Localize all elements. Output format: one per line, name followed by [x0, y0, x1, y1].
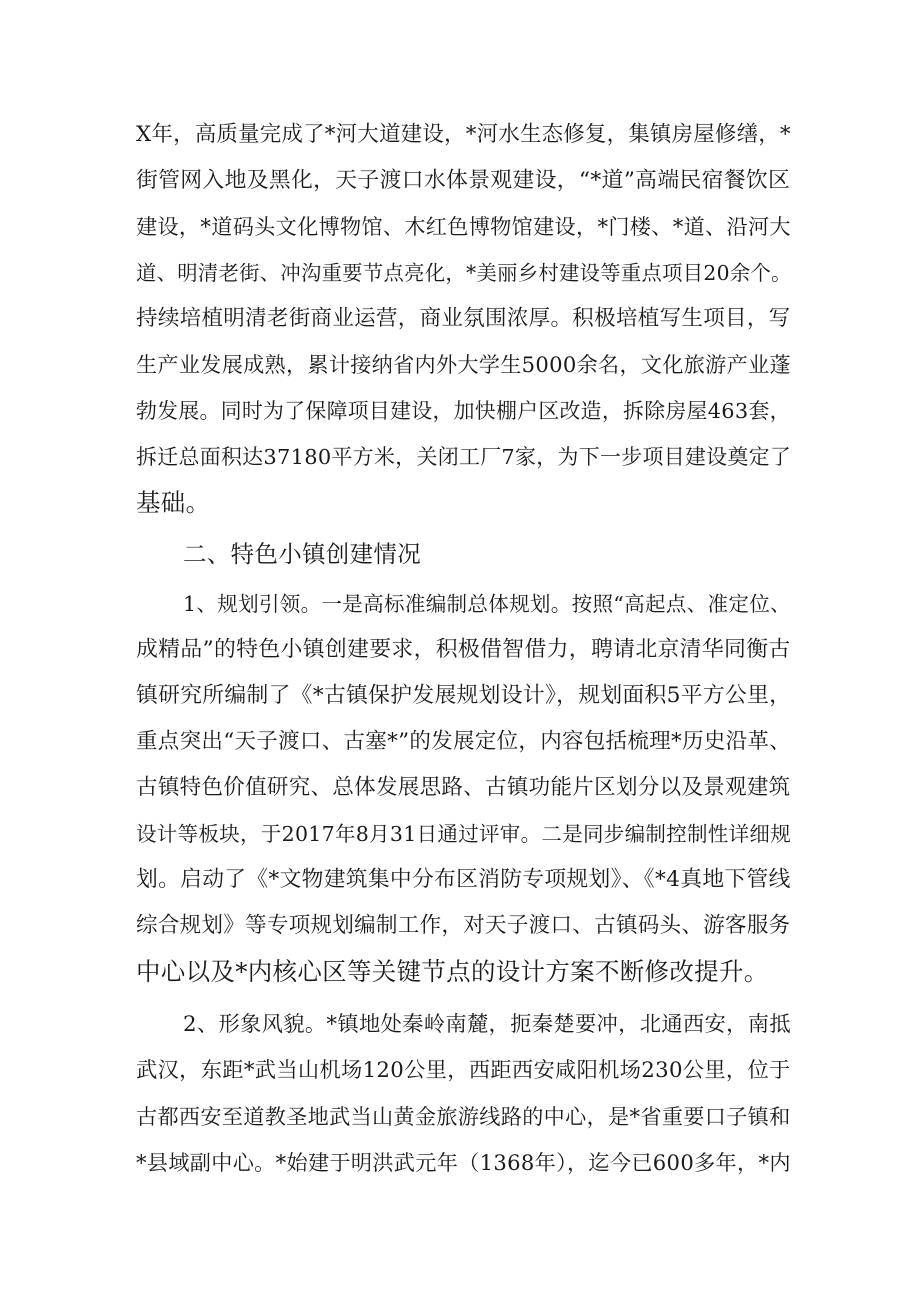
paragraph-line: 古镇特色价值研究、总体发展思路、古镇功能片区划分以及景观建筑 — [136, 775, 791, 800]
paragraph-line: 中心以及*内核心区等关键节点的设计方案不断修改提升。 — [136, 957, 769, 986]
paragraph-line: 2、形象风貌。*镇地处秦岭南麓，扼秦楚要冲，北通西安，南抵 — [183, 1012, 791, 1037]
paragraph-line: 重点突出“天子渡口、古塞*”的发展定位，内容包括梳理*历史沿革、 — [136, 729, 792, 754]
paragraph-line: 道、明清老街、冲沟重要节点亮化，*美丽乡村建设等重点项目20余个。 — [136, 261, 792, 285]
paragraph-line: X年，高质量完成了*河大道建设，*河水生态修复，集镇房屋修缮，* — [136, 122, 791, 147]
paragraph-line: 1、规划引领。一是高标准编制总体规划。按照“高起点、准定位、 — [183, 592, 791, 616]
paragraph-line: 基础。 — [136, 488, 211, 517]
paragraph-line: 划。启动了《*文物建筑集中分布区消防专项规划》、《*4真地下管线 — [136, 867, 791, 892]
paragraph-line: 持续培植明清老街商业运营，商业氛围浓厚。积极培植写生项目，写 — [136, 306, 791, 331]
paragraph-line: 综合规划》等专项规划编制工作，对天子渡口、古镇码头、游客服务 — [136, 913, 791, 938]
paragraph-line: 拆迁总面积达37180平方米，关闭工厂7家，为下一步项目建设奠定了 — [136, 445, 792, 469]
paragraph-line: 勃发展。同时为了保障项目建设，加快棚户区改造，拆除房屋463套， — [136, 399, 791, 423]
paragraph-line: 街管网入地及黑化，天子渡口水体景观建设，“*道”高端民宿餐饮区 — [136, 168, 791, 193]
section-heading: 二、特色小镇创建情况 — [183, 540, 421, 568]
paragraph-line: 古都西安至道教圣地武当山黄金旅游线路的中心，是*省重要口子镇和 — [136, 1104, 791, 1129]
paragraph-line: 设计等板块，于2017年8月31日通过评审。二是同步编制控制性详细规 — [136, 822, 791, 846]
paragraph-line: 建设，*道码头文化博物馆、木红色博物馆建设，*门楼、*道、沿河大 — [136, 214, 791, 239]
paragraph-line: *县域副中心。*始建于明洪武元年（1368年），迄今已600多年，*内 — [136, 1150, 791, 1175]
paragraph-line: 武汉，东距*武当山机场120公里，西距西安咸阳机场230公里，位于 — [136, 1058, 791, 1083]
paragraph-line: 成精品”的特色小镇创建要求，积极借智借力，聘请北京清华同衡古 — [136, 637, 791, 662]
paragraph-line: 镇研究所编制了《*古镇保护发展规划设计》，规划面积5平方公里， — [136, 683, 792, 708]
paragraph-line: 生产业发展成熟，累计接纳省内外大学生5000余名，文化旅游产业蓬 — [136, 352, 791, 377]
